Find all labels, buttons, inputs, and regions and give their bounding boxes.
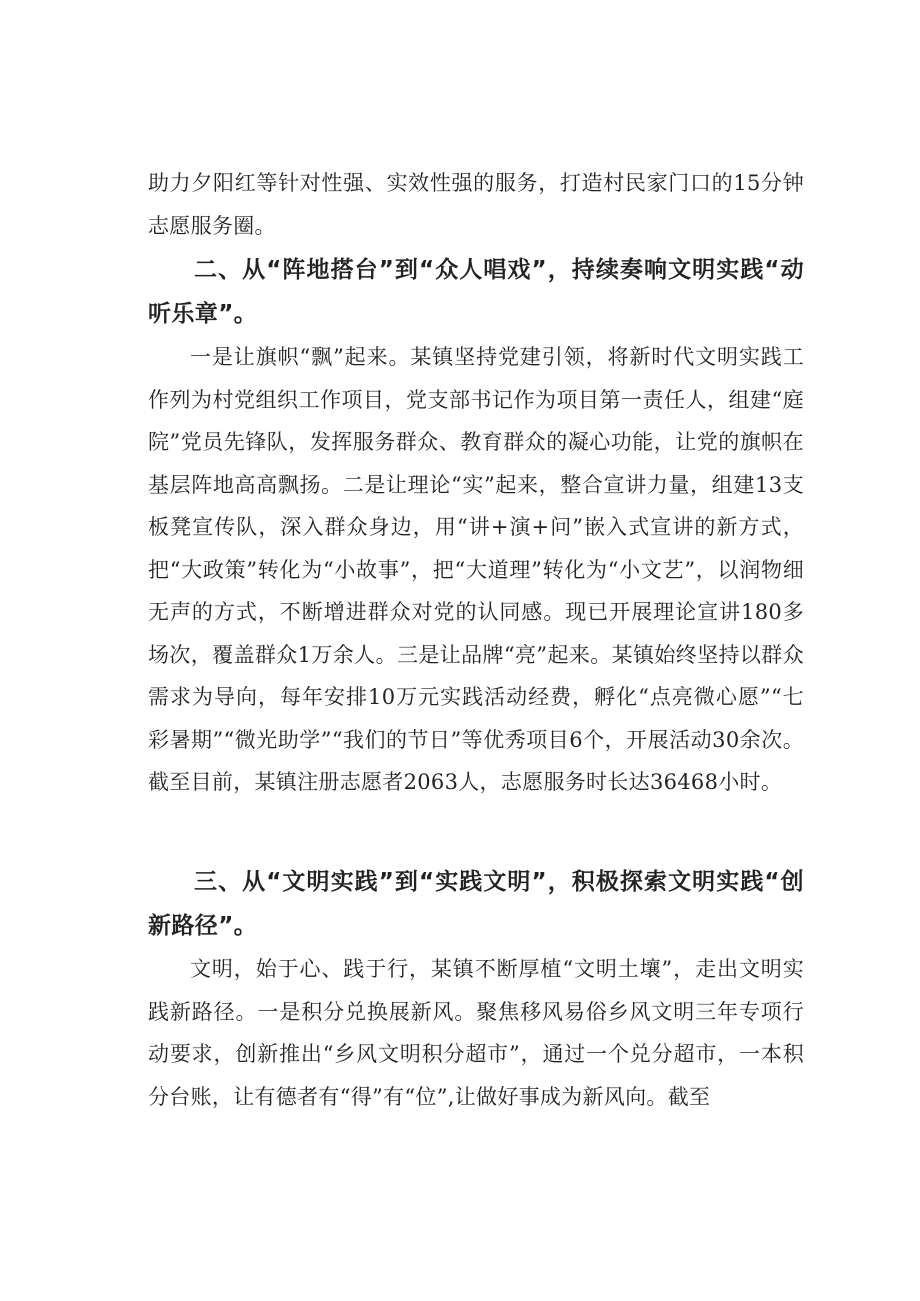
- section-heading-3: 三、从“文明实践”到“实践文明”，积极探索文明实践“创新路径”。: [148, 869, 804, 939]
- section-heading-2: 二、从“阵地搭台”到“众人唱戏”，持续奏响文明实践“动听乐章”。: [148, 257, 804, 327]
- paragraph-section-3: 文明，始于心、践于行，某镇不断厚植“文明土壤”，走出文明实践新路径。一是积分兑换展新风。聚焦移风易俗乡风文明三年专项行动要求，创新推出“乡风文明积分超市”，通过一个兑分超市，一本积分台账，让有德者有“得”有“位”,让做好事成为新风向。截至: [148, 957, 804, 1109]
- paragraph-section-2: 一是让旗帜“飘”起来。某镇坚持党建引领，将新时代文明实践工作列为村党组织工作项目，党支部书记作为项目第一责任人，组建“庭院”党员先锋队，发挥服务群众、教育群众的凝心功能，让党的旗帜在基层阵地高高飘扬。二是让理论“实”起来，整合宣讲力量，组建13支板凳宣传队，深入群众身边，用“讲+演+问”嵌入式宣讲的新方式，把“大政策”转化为“小故事”，把“大道理”转化为“小文艺”，以润物细无声的方式，不断增进群众对党的认同感。现已开展理论宣讲180多场次，覆盖群众1万余人。三是让品牌“亮”起来。某镇始终坚持以群众需求为导向，每年安排10万元实践活动经费，孵化“点亮微心愿”“七彩暑期”“微光助学”“我们的节日”等优秀项目6个，开展活动30余次。截至目前，某镇注册志愿者2063人，志愿服务时长达36468小时。: [148, 345, 804, 794]
- paragraph-intro: 助力夕阳红等针对性强、实效性强的服务，打造村民家门口的15分钟志愿服务圈。: [148, 171, 804, 238]
